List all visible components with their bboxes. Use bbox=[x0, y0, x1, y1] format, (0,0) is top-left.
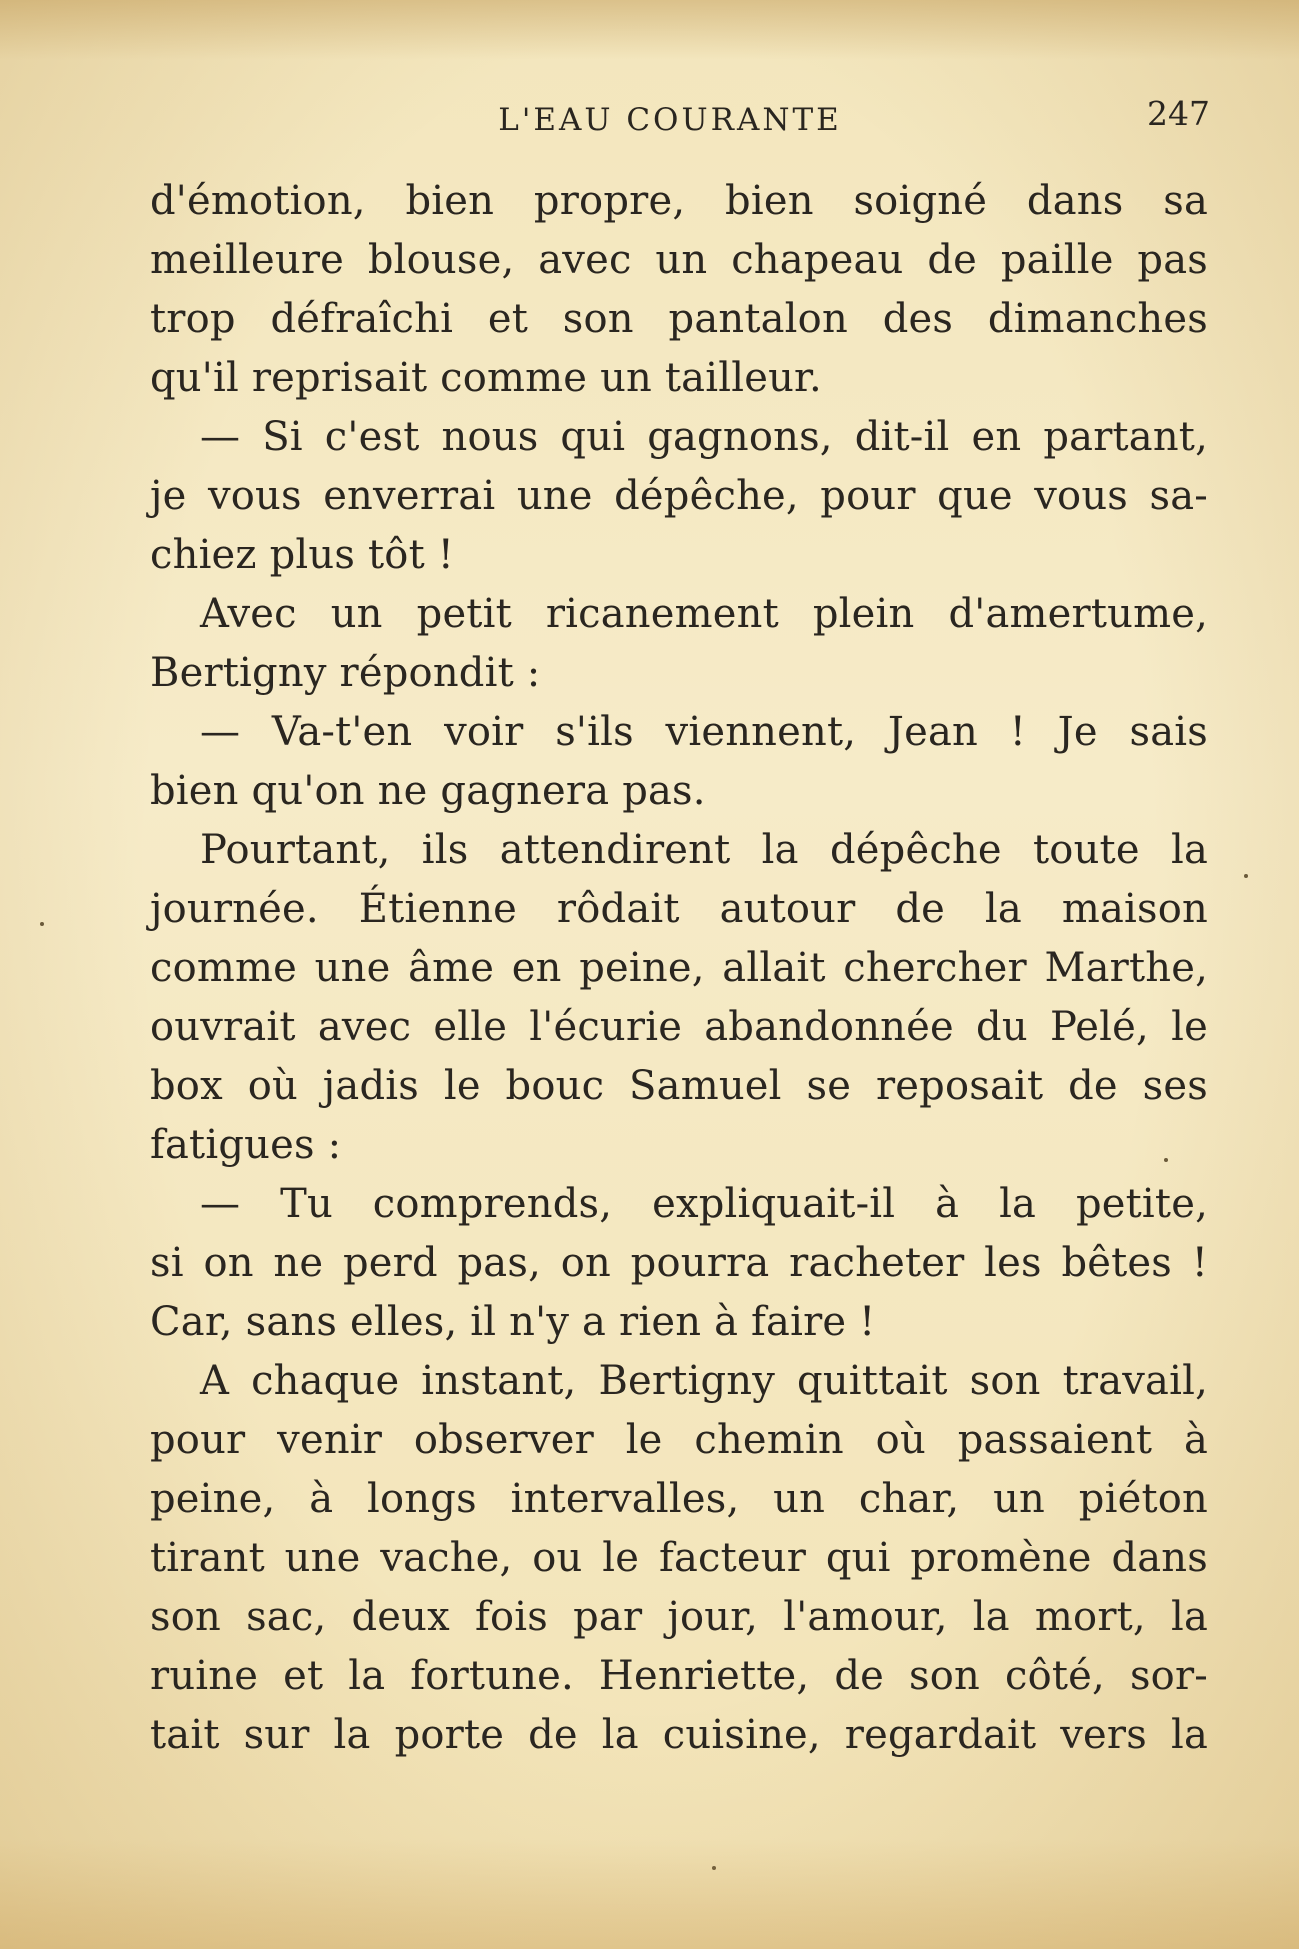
text-line: Bertigny répondit : bbox=[150, 650, 541, 696]
text-line: je vous enverrai une dépêche, pour que vous sa- bbox=[150, 473, 1208, 519]
paper-speck bbox=[40, 922, 44, 926]
running-title: L'EAU COURANTE bbox=[498, 102, 842, 138]
text-line: — Va-t'en voir s'ils viennent, Jean ! Je sais bbox=[200, 709, 1208, 755]
text-line: Pourtant, ils attendirent la dépêche toute la bbox=[200, 827, 1208, 873]
text-line: A chaque instant, Bertigny quittait son travail, bbox=[200, 1358, 1208, 1404]
text-line: d'émotion, bien propre, bien soigné dans sa bbox=[150, 178, 1208, 224]
text-line: — Si c'est nous qui gagnons, dit-il en partant, bbox=[200, 414, 1208, 460]
text-line: trop défraîchi et son pantalon des dimanches bbox=[150, 296, 1208, 342]
text-line: bien qu'on ne gagnera pas. bbox=[150, 768, 706, 814]
text-line: journée. Étienne rôdait autour de la maison bbox=[150, 886, 1208, 932]
text-line: pour venir observer le chemin où passaient à bbox=[150, 1417, 1208, 1463]
paper-speck bbox=[712, 1866, 716, 1870]
body-text bbox=[150, 172, 1208, 1765]
text-line: — Tu comprends, expliquait-il à la petite, bbox=[200, 1181, 1208, 1227]
page-number: 247 bbox=[1147, 94, 1210, 133]
text-line: tirant une vache, ou le facteur qui promène dans bbox=[150, 1535, 1208, 1581]
text-line: tait sur la porte de la cuisine, regardait vers la bbox=[150, 1712, 1208, 1758]
text-line: si on ne perd pas, on pourra racheter les bêtes ! bbox=[150, 1240, 1208, 1286]
text-line: peine, à longs intervalles, un char, un piéton bbox=[150, 1476, 1208, 1522]
text-line: Avec un petit ricanement plein d'amertume, bbox=[200, 591, 1208, 637]
paper-speck bbox=[1164, 1158, 1168, 1162]
text-line: Car, sans elles, il n'y a rien à faire ! bbox=[150, 1299, 876, 1345]
text-line: son sac, deux fois par jour, l'amour, la mort, la bbox=[150, 1594, 1208, 1640]
running-head bbox=[150, 95, 1210, 145]
text-line: box où jadis le bouc Samuel se reposait de ses bbox=[150, 1063, 1208, 1109]
text-line: meilleure blouse, avec un chapeau de paille pas bbox=[150, 237, 1208, 283]
text-line: ruine et la fortune. Henriette, de son côté, sor- bbox=[150, 1653, 1208, 1699]
text-line: chiez plus tôt ! bbox=[150, 532, 455, 578]
text-line: ouvrait avec elle l'écurie abandonnée du Pelé, le bbox=[150, 1004, 1208, 1050]
paper-speck bbox=[1244, 874, 1248, 878]
text-line: qu'il reprisait comme un tailleur. bbox=[150, 355, 822, 401]
text-line: fatigues : bbox=[150, 1122, 342, 1168]
text-line: comme une âme en peine, allait chercher Marthe, bbox=[150, 945, 1208, 991]
